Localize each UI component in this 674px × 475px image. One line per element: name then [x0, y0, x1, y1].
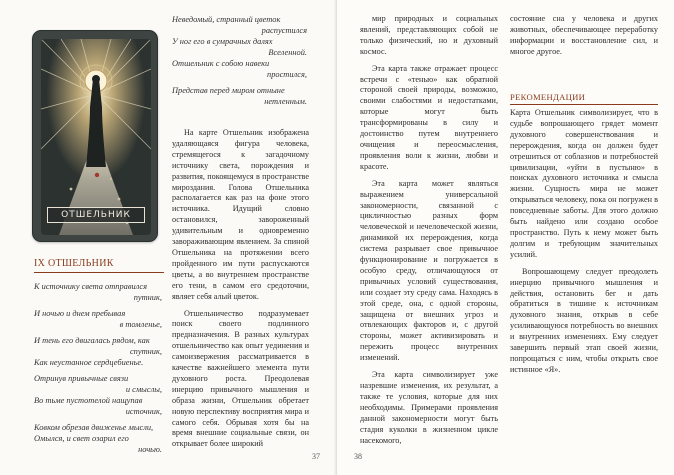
poem-line: Как неустанное сердцебиенье. — [34, 358, 144, 367]
tarot-card-hermit — [32, 30, 158, 242]
hermit-figure-icon — [41, 39, 151, 235]
poem-line: простился, — [267, 70, 307, 79]
paragraph: Вопрошающему следует преодолеть инерцию привычного мышления и действия, остановить бег и дать обратиться в тишине к источникам духовного знания, открыв в себе усиливающуюся потребность во внешних и внутренних изменениях. Ему следует завершить первый этап своей жизни, попрощаться с ним, чтобы открыть свое истинное «Я». — [510, 266, 658, 374]
card-illustration — [41, 39, 151, 235]
paragraph: Эта карта также отражает процесс встречи с «тенью» как обратной стороной своей природы, возможно, своими слабостями и недостатками, которые могут быть трансформированы в силу и достоинство путем внутреннего очищения и переосмысления, проявления воли к жизни, любви и красоте. — [360, 63, 498, 171]
card-title: ОТШЕЛЬНИК — [47, 207, 145, 223]
poem-line: Неведомый, странный цветок — [172, 15, 281, 24]
paragraph: Эта карта может являться выражением универсальной закономерности, связанной с цикличностью разных форм человеческой и нечеловеческой жизни, динамикой их перерождения, когда система разрывает свое привычное функционирование и погружается в особую среду, отличающуюся от привычных условий существования, или создает эту среду сама. Находясь в этой среде, она, с одной стороны, защищена от внешних угроз и отвлекающих факторов и, с другой стороны, может активизировать и пережить процесс внутренних изменений. — [360, 178, 498, 363]
poem-line: Во тьме пустотелой нащупав — [34, 396, 143, 405]
poem-line: Омылся, и свет озарил его — [34, 434, 129, 443]
page-number-left: 37 — [312, 452, 320, 461]
poem-line: К источнику света отправился — [34, 282, 148, 291]
poem-line: Отшельник с собою навеки — [172, 59, 270, 68]
poem-line: Представ перед миром отныне — [172, 86, 285, 95]
paragraph: Эта карта символизирует уже назревшие изменения, их результат, а также те условия, которые для них необходимы. Примерами проявления данной закономерности могут быть стадия куколки в жизненном цикле насекомого, — [360, 370, 498, 445]
recommendations-title: РЕКОМЕНДАЦИИ — [510, 92, 586, 102]
poem-top — [172, 14, 307, 104]
paragraph: Карта Отшельник символизирует, что в судьбе вопрошающего грядет момент духовного совершенствования и перерождения, когда он должен будет отрешиться от соблазнов и потребностей цивилизации, «уйти в пустыню» в поисках духовного источника и смысла жизни. Сущность мира не может открываться человеку, пока он погружен в повседневные заботы. Для этого должно быть найдено или создано особое пространство. Путь к нему может быть долгим и требующим значительных усилий. — [510, 108, 658, 259]
section-title: IX ОТШЕЛЬНИК — [34, 258, 114, 269]
poem-line: распустился — [261, 26, 307, 35]
poem-bottom — [34, 281, 162, 454]
poem-line: ночью. — [138, 445, 162, 454]
poem-line: источник, — [125, 407, 162, 416]
paragraph: Отшельничество подразумевает поиск своего подлинного предназначения. В разных культурах отшельничество как опыт уединения и самоизвержения рассматривается в качестве важнейшего элемента пути духовного роста. Преодолевая инерцию привычного мышления и образа жизни, Отшельник обретает новую перспективу восприятия мира и самого себя. Обрывая хотя бы на время внешние социальные связи, он открывает более широкий — [172, 308, 309, 449]
poem-line: И ночью и днем пребывая — [34, 309, 126, 318]
poem-line: Ковком обрезав движенье мысли, — [34, 423, 154, 432]
page-number-right: 38 — [354, 452, 362, 461]
section-divider — [34, 272, 164, 273]
text-column-right-2-top — [510, 14, 658, 58]
poem-line: Вселенной. — [268, 48, 307, 57]
poem-line: Отринув привычные связи — [34, 374, 129, 383]
poem-line: в томленье, — [119, 320, 162, 329]
poem-line: путник, — [133, 293, 162, 302]
paragraph: состояние сна у человека и других животных, обеспечивающее переработку информации и восстановление сил, и многое другое. — [510, 14, 658, 56]
poem-line: спутник, — [129, 347, 162, 356]
poem-line: И тень его двигалась рядом, как — [34, 336, 150, 345]
paragraph: На карте Отшельник изображена удаляющаяся фигура человека, стремящегося к загадочному источнику света, порождения и развития, покоящемуся в пространстве мироздания. Голова Отшельника располагается как раз на фоне этого источника. Идущий словно остановился, завороженный удивительным и одновременно завораживающим явлением. За спиной Отшельника на протяжении всего пройденного им пути распускаются цветы, а во внутреннем пространстве его тени, в самом его средоточии, являет себя алый цветок. — [172, 128, 309, 301]
poem-line: нетленным. — [264, 97, 307, 106]
text-column-right-1 — [360, 14, 498, 446]
poem-line: У ног его в сумрачных далях — [172, 37, 273, 46]
text-column-right-2 — [510, 108, 658, 376]
paragraph: мир природных и социальных явлений, представляющих собой не только физический, но и духовный космос. — [360, 14, 498, 56]
recommendations-divider — [510, 104, 658, 105]
poem-line: и смыслы, — [125, 385, 162, 394]
text-column-left — [172, 128, 309, 450]
